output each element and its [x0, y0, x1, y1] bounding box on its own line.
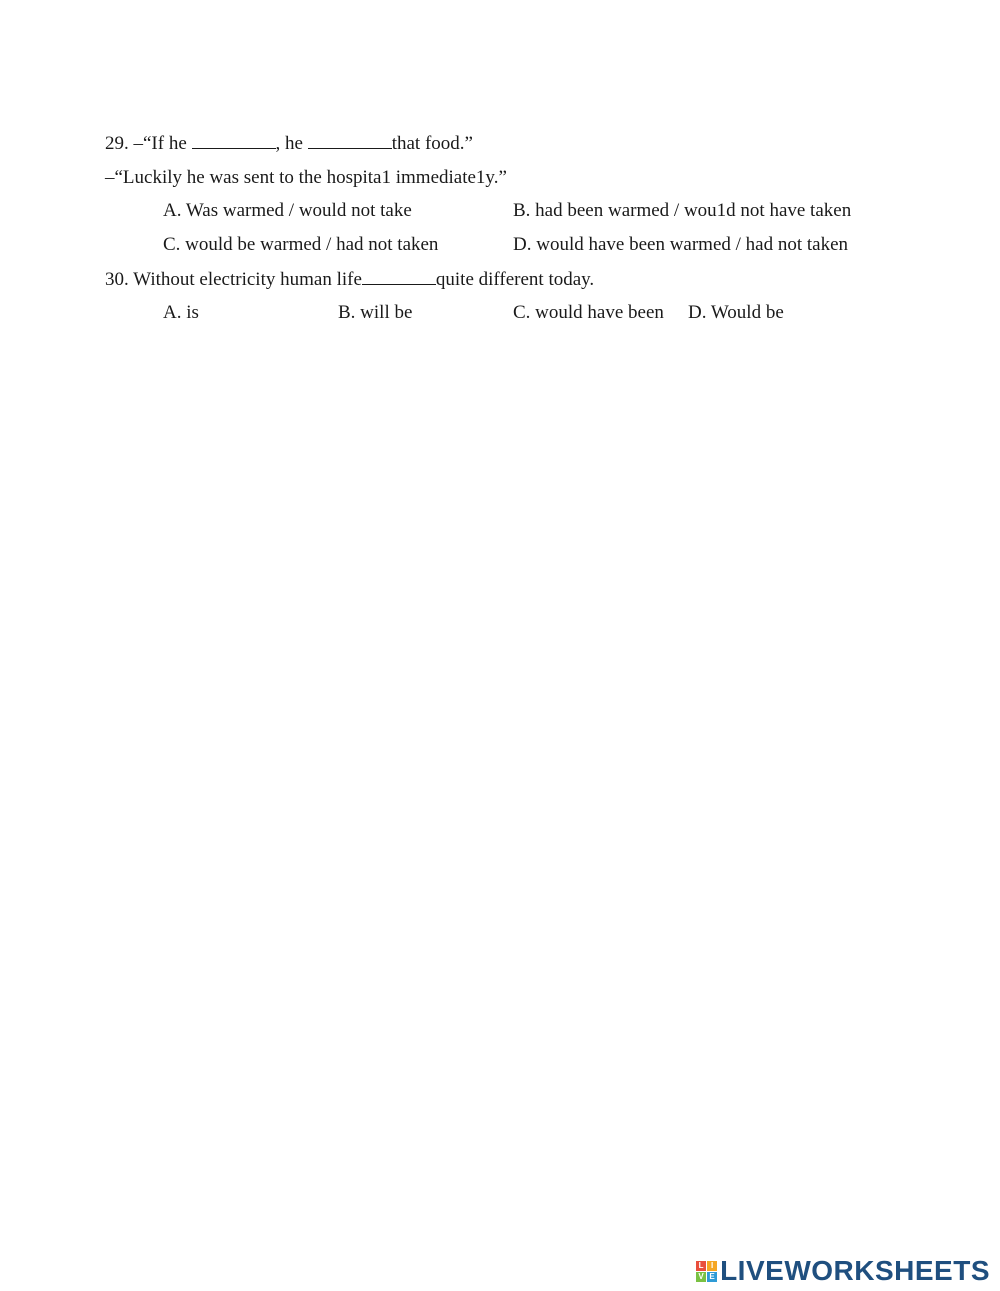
q29-stem-part2: , he: [275, 133, 308, 154]
q30-option-d[interactable]: D. Would be: [688, 302, 784, 323]
logo-block-l: L: [696, 1261, 706, 1271]
q29-option-c[interactable]: C. would be warmed / had not taken: [163, 234, 439, 255]
q29-reply: –“Luckily he was sent to the hospita1 immediate1y.”: [105, 167, 507, 188]
q29-option-a[interactable]: A. Was warmed / would not take: [163, 200, 412, 221]
q29-blank-1[interactable]: [192, 131, 276, 149]
q30-stem-part1: 30. Without electricity human life: [105, 269, 362, 290]
logo-block-e: E: [707, 1272, 717, 1282]
logo-text: LIVEWORKSHEETS: [720, 1255, 990, 1286]
q30-option-c[interactable]: C. would have been: [513, 302, 664, 323]
q30-stem: [105, 267, 594, 292]
logo-blocks-icon: [696, 1261, 717, 1282]
q29-option-b[interactable]: B. had been warmed / wou1d not have taken: [513, 200, 852, 221]
q29-stem-part1: 29. –“If he: [105, 133, 192, 154]
liveworksheets-logo: [696, 1254, 990, 1288]
q29-blank-2[interactable]: [308, 131, 392, 149]
q29-stem-part3: that food.”: [391, 133, 473, 154]
q30-stem-part2: quite different today.: [435, 269, 595, 290]
q30-option-a[interactable]: A. is: [163, 302, 199, 323]
q29-stem: [105, 131, 473, 156]
q30-blank-1[interactable]: [362, 267, 436, 285]
logo-block-i: I: [707, 1261, 717, 1271]
q30-option-b[interactable]: B. will be: [338, 302, 413, 323]
logo-block-v: V: [696, 1272, 706, 1282]
q29-option-d[interactable]: D. would have been warmed / had not taken: [513, 234, 849, 255]
